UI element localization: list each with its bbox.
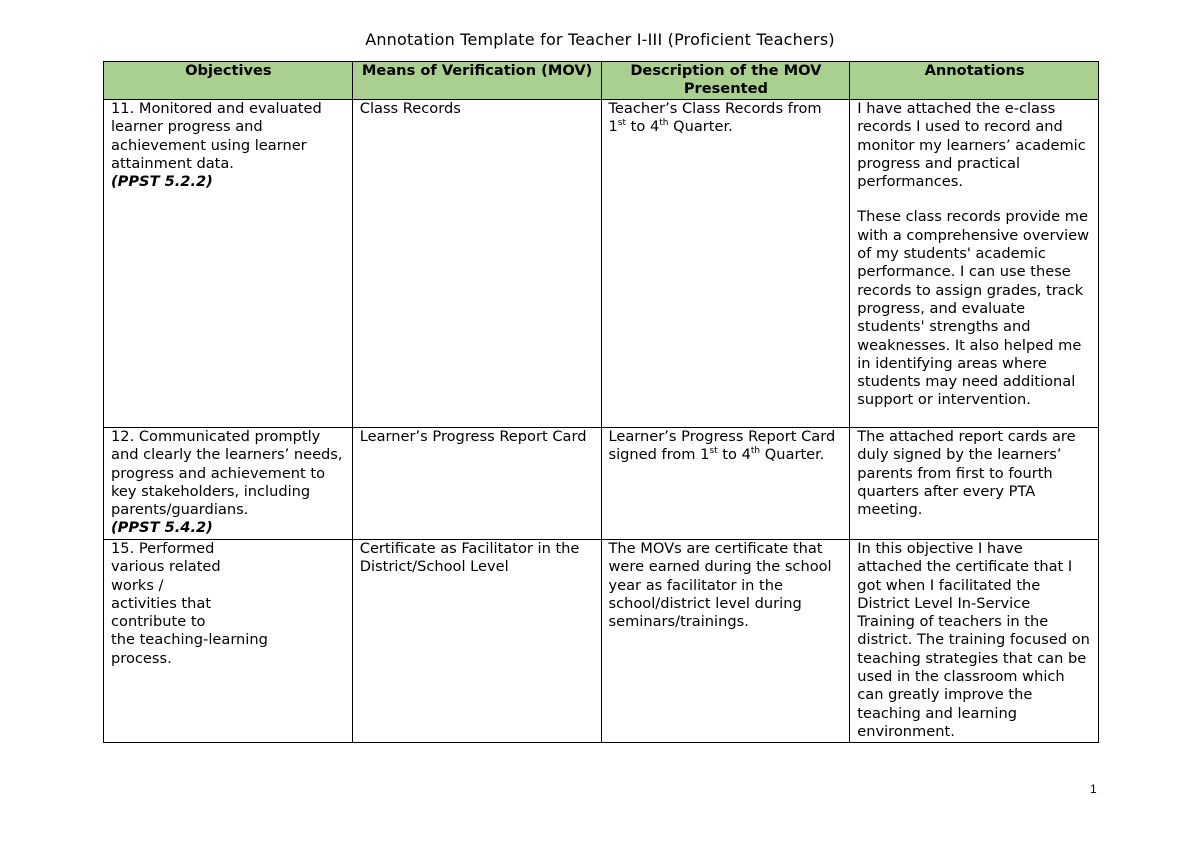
mov-cell: Class Records [352, 100, 601, 428]
header-description: Description of the MOV Presented [601, 62, 850, 100]
ordinal-suffix: st [617, 118, 627, 129]
header-objectives: Objectives [104, 62, 353, 100]
annotation-paragraph: I have attached the e-class records I used to record and monitor my learners’ academic progress and practical performances. [857, 100, 1086, 191]
objective-line: the teaching-learning [111, 631, 268, 649]
objective-cell [104, 100, 353, 428]
description-text: Quarter. [760, 446, 825, 464]
ppst-reference: (PPST 5.4.2) [111, 519, 213, 537]
ppst-reference: (PPST 5.2.2) [111, 173, 213, 191]
annotation-paragraph: In this objective I have attached the certificate that I got when I facilitated the District Level In-Service Training of teachers in the district. The training focused on teaching strategies that can be used in the classroom which can greatly improve the teaching and learning environment. [857, 540, 1090, 740]
document-title: Annotation Template for Teacher I-III (Proficient Teachers) [365, 30, 835, 49]
page-number: 1 [1090, 782, 1097, 796]
description-text: Teacher’s Class Records from 1 [608, 100, 822, 136]
objective-line: contribute to [111, 613, 206, 631]
annotation-paragraph: The attached report cards are duly signed by the learners’ parents from first to fourth quarters after every PTA meeting. [857, 428, 1076, 519]
objective-text: 12. Communicated promptly and clearly the learners’ needs, progress and achievement to key stakeholders, including parents/guardians. [111, 428, 343, 519]
description-cell: The MOVs are certificate that were earned during the school year as facilitator in the school/district level during seminars/trainings. [601, 540, 850, 743]
header-mov: Means of Verification (MOV) [352, 62, 601, 100]
annotation-cell [850, 428, 1099, 540]
mov-cell: Certificate as Facilitator in the District/School Level [352, 540, 601, 743]
objective-cell [104, 540, 353, 743]
ordinal-suffix: th [659, 118, 669, 129]
table-row [104, 100, 1099, 428]
table-row [104, 428, 1099, 540]
ordinal-suffix: th [750, 446, 761, 457]
objective-line: works / [111, 576, 164, 594]
description-cell [601, 100, 850, 428]
ordinal-suffix: st [709, 446, 718, 457]
objective-line: activities that [111, 594, 212, 612]
table-header-row [104, 62, 1099, 100]
objective-line: process. [111, 649, 172, 667]
mov-cell: Learner’s Progress Report Card [352, 428, 601, 540]
description-text: to 4 [626, 118, 660, 136]
annotation-cell [850, 540, 1099, 743]
objective-line: various related [111, 558, 221, 576]
description-text: to 4 [717, 446, 751, 464]
objective-cell [104, 428, 353, 540]
header-annotations: Annotations [850, 62, 1099, 100]
annotation-cell [850, 100, 1099, 428]
objective-line: 15. Performed [111, 540, 215, 557]
objective-text: 11. Monitored and evaluated learner progress and achievement using learner attainment data. [111, 100, 322, 172]
description-text: Learner’s Progress Report Card signed from 1 [608, 428, 836, 464]
description-text: Quarter. [668, 118, 733, 136]
annotation-table [103, 61, 1099, 743]
annotation-paragraph: These class records provide me with a comprehensive overview of my students' academic performance. I can use these records to assign grades, track progress, and evaluate students' strengths and weaknesses. It also helped me in identifying areas where students may need additional support or intervention. [857, 208, 1090, 409]
table-row [104, 540, 1099, 743]
description-cell [601, 428, 850, 540]
